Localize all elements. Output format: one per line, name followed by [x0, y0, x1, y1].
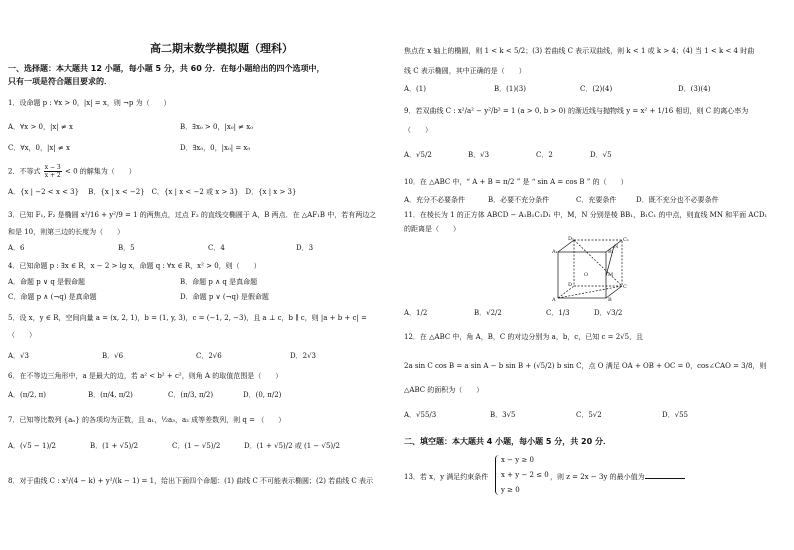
q6-option-a: A．(π/2, π) [8, 391, 46, 399]
q13-constraint-brace [495, 455, 500, 495]
section-1-heading-cont: 只有一项是符合题目要求的． [8, 77, 112, 86]
cube-front-face [558, 252, 606, 298]
q5-option-b: B．√6 [102, 352, 124, 360]
q7-option-d: D．(1 + √5)/2 或 (1 − √5)/2 [244, 442, 340, 450]
q3-option-b: B．5 [118, 244, 135, 252]
q11-option-d: D．√3/2 [594, 309, 623, 317]
q11-stem-cont: 的距离是（ ） [404, 225, 460, 233]
q10-option-d: D．既不充分也不必要条件 [636, 196, 719, 204]
q9-option-d: D．√5 [590, 151, 612, 159]
q1-stem: 1．设命题 p : ∀x > 0，|x| = x，则 ¬p 为（ ） [8, 99, 171, 107]
q2-num: x − 3 [44, 164, 61, 171]
q1-option-b: B．∃x₀ > 0，|x₀| ≠ x₀ [180, 123, 254, 131]
q9-stem-cont: （ ） [404, 126, 432, 134]
label-c1: C₁ [623, 237, 629, 243]
q5-option-c: C．2√6 [196, 352, 222, 360]
q2-options: A．{x | −2 < x < 3} B．{x | x < −2} C．{x | x < −2 或 x > 3} D．{x | x > 3} [8, 188, 297, 196]
label-m: M [608, 272, 614, 278]
q7-stem: 7．已知等比数列 {aₙ} 的各项均为正数，且 a₁，½a₃，a₂ 成等差数列，则 q = （ ） [8, 416, 286, 424]
left-column [8, 0, 392, 550]
q13-post [550, 472, 685, 482]
right-column [400, 0, 784, 550]
q5-stem-cont: （ ） [8, 331, 36, 339]
section-2-heading: 二、填空题：本大题共 4 小题，每小题 5 分，共 20 分． [404, 437, 611, 446]
q4-option-d: D．命题 p ∨ (¬q) 是假命题 [180, 293, 269, 301]
q11-option-c: C．1/3 [546, 309, 570, 317]
q4-option-c: C．命题 p ∧ (¬q) 是真命题 [8, 293, 97, 301]
q8-stem: 8．对于曲线 C : x²/(4 − k) + y²/(k − 1) = 1，给出下面四个命题：(1) 曲线 C 不可能表示椭圆；(2) 若曲线 C 表示 [8, 477, 373, 485]
q8-option-b: B．(1)(3) [494, 85, 526, 93]
q7-option-a: A．(√5 − 1)/2 [8, 442, 57, 450]
q5-option-a: A．√3 [8, 352, 29, 360]
q9-stem: 9．若双曲线 C : x²/a² − y²/b² = 1 (a > 0, b > 0) 的渐近线与抛物线 y = x² + 1/16 相切，则 C 的离心率为 [404, 107, 749, 115]
label-n: N [614, 244, 619, 250]
q5-stem: 5．设 x，y ∈ R，空间向量 a = (x, 2, 1)，b = (1, y, 3)，c = (−1, 2, −3)，且 a ⊥ c，b ∥ c，则 |a + b + c| = [8, 314, 367, 322]
q6-option-b: B．(π/4, π/2) [88, 391, 133, 399]
q2-fraction [44, 164, 62, 179]
q1-option-c: C．∀x，0，|x| ≠ x [8, 144, 70, 152]
q3-stem-cont: 和是 10，则第三边的长度为（ ） [8, 228, 125, 236]
q5-option-d: D．2√3 [290, 352, 316, 360]
label-o: O [584, 272, 589, 278]
q3-stem: 3．已知 F₁, F₂ 是椭圆 x²/16 + y²/9 = 1 的两焦点，过点 F₂ 的直线交椭圆于 A，B 两点．在 △AF₁B 中，若有两边之 [8, 211, 377, 219]
q8-option-d: D．(3)(4) [678, 85, 711, 93]
label-a1: A₁ [552, 249, 558, 255]
q10-option-a: A．充分不必要条件 [404, 196, 466, 204]
q2-pre: 2．不等式 [8, 167, 41, 176]
q1-option-d: D．∃x₀，0，|x₀| = x₀ [180, 144, 251, 152]
section-1-heading: 一、选择题：本大题共 12 小题，每小题 5 分，共 60 分．在每小题给出的四个选项中， [8, 64, 325, 73]
q11-option-b: B．√2/2 [474, 309, 502, 317]
q2-post: < 0 的解集为（ ） [64, 167, 136, 176]
q8-stem-cont-1: 焦点在 x 轴上的椭圆，则 1 < k < 5/2；(3) 若曲线 C 表示双曲线，则 k < 1 或 k > 4；(4) 当 1 < k < 4 时曲 [404, 47, 755, 55]
q13-constraint-3: y ≥ 0 [501, 486, 520, 494]
q3-option-d: D．3 [296, 244, 314, 252]
q10-stem: 10．在 △ABC 中，“ A + B = π/2 ” 是 “ sin A = cos B ” 的（ ） [404, 178, 628, 186]
q9-option-a: A．√5/2 [404, 151, 432, 159]
q13-pre: 13．若 x，y 满足约束条件 [404, 473, 489, 481]
q4-stem: 4．已知命题 p : ∃x ∈ R，x − 2 > lg x，命题 q : ∀x ∈ R，x² > 0，则（ ） [8, 262, 261, 270]
q12-stem-cont-2: △ABC 的面积为（ ） [404, 386, 484, 394]
q12-option-b: B．3√5 [490, 411, 516, 419]
q13-answer-blank[interactable] [645, 472, 685, 479]
q8-stem-cont-2: 线 C 表示椭圆，其中正确的是（ ） [404, 67, 526, 75]
q6-option-c: C．(π/3, π/2) [168, 391, 214, 399]
q12-option-a: A．√55/3 [404, 411, 437, 419]
q2-den: x + 2 [44, 172, 61, 179]
q11-option-a: A．1/2 [404, 309, 428, 317]
label-a: A [552, 297, 556, 302]
q11-stem: 11．在棱长为 1 的正方体 ABCD − A₁B₁C₁D₁ 中，M，N 分别是棱 BB₁，B₁C₁ 的中点，则直线 MN 和平面 ACD₁ [404, 211, 768, 219]
q2-stem [8, 164, 136, 179]
q4-option-b: B．命题 p ∧ q 是真命题 [180, 278, 258, 286]
q10-option-c: C．充要条件 [576, 196, 617, 204]
q12-option-d: D．√55 [662, 411, 688, 419]
q12-stem: 12．在 △ABC 中，角 A，B，C 的对边分别为 a，b，c，已知 c = 2√5，且 [404, 333, 644, 341]
page-title: 高二期末数学模拟题（理科） [150, 42, 293, 55]
q13-constraint-2: x + y − 2 ≤ 0 [501, 471, 549, 479]
q3-option-c: C．4 [208, 244, 225, 252]
q10-option-b: B．必要不充分条件 [488, 196, 550, 204]
q9-option-b: B．√3 [468, 151, 490, 159]
q1-option-a: A．∀x > 0，|x| ≠ x [8, 123, 73, 131]
q9-option-c: C．2 [536, 151, 553, 159]
q3-option-a: A．6 [8, 244, 25, 252]
q12-option-c: C．5√2 [576, 411, 602, 419]
q6-stem: 6．在不等边三角形中，a 是最大的边，若 a² < b² + c²，则角 A 的取值范围是（ ） [8, 372, 283, 380]
q13-post-text: ，则 z = 2x − 3y 的最小值为 [550, 473, 645, 481]
q8-option-a: A．(1) [404, 85, 426, 93]
label-d1: D₁ [568, 236, 575, 242]
q13-constraint-1: x − y ≥ 0 [501, 456, 534, 464]
label-c: C [623, 284, 627, 290]
label-b: B [608, 297, 612, 302]
q7-option-b: B．(1 + √5)/2 [90, 442, 139, 450]
q7-option-c: C．(1 − √5)/2 [172, 442, 221, 450]
q8-option-c: C．(2)(4) [580, 85, 613, 93]
cube-figure [552, 236, 632, 302]
q4-option-a: A．命题 p ∨ q 是假命题 [8, 278, 86, 286]
label-d: D [568, 282, 573, 288]
q6-option-d: D．(0, π/2) [243, 391, 282, 399]
q12-stem-cont: 2a sin C cos B = a sin A − b sin B + (√5/2) b sin C，点 O 满足 OA + OB + OC = 0，cos∠CAO = 3/8，则 [404, 362, 767, 370]
label-b1: B₁ [608, 249, 614, 255]
